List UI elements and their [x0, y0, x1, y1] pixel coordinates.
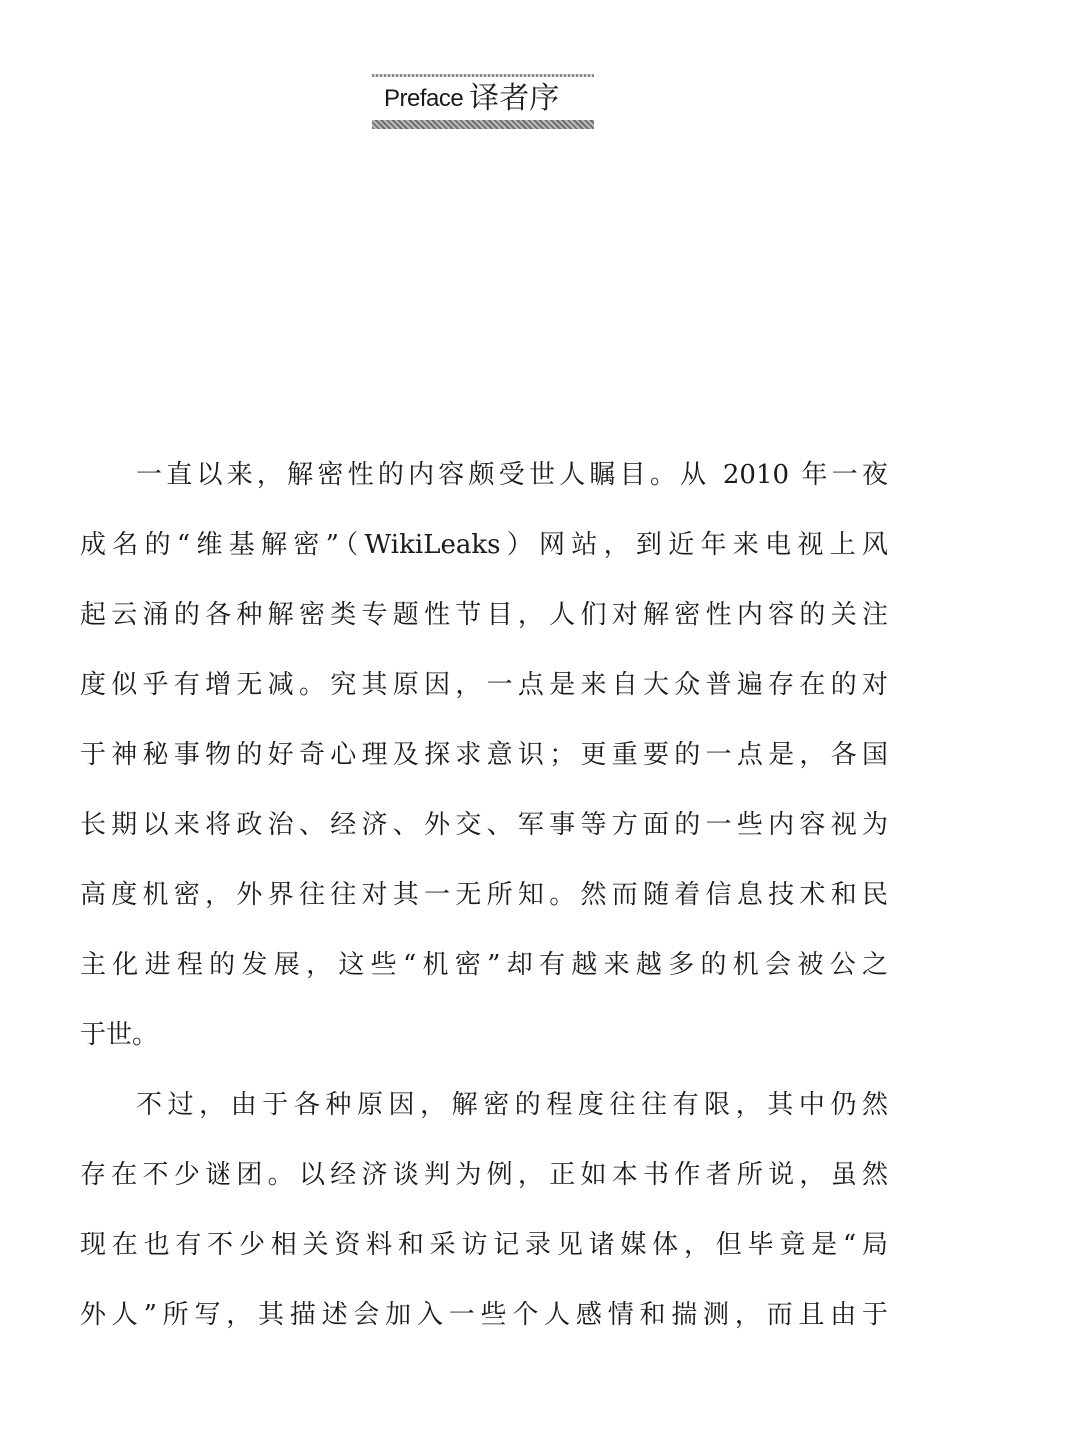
heading-english: Preface	[384, 85, 464, 112]
heading-top-rule	[372, 74, 594, 77]
text-line: 现在也有不少相关资料和采访记录见诸媒体，但毕竟是“局	[80, 1230, 888, 1260]
text-line: 于世。	[80, 1020, 159, 1050]
text-line: 一直以来，解密性的内容颇受世人瞩目。从 2010 年一夜	[136, 460, 888, 490]
preface-body	[80, 440, 888, 1350]
heading-bottom-rule	[372, 120, 594, 129]
text-line: 度似乎有增无减。究其原因，一点是来自大众普遍存在的对	[80, 670, 888, 700]
text-line: 存在不少谜团。以经济谈判为例，正如本书作者所说，虽然	[80, 1160, 888, 1190]
text-line: 不过，由于各种原因，解密的程度往往有限，其中仍然	[136, 1090, 888, 1120]
text-line: 成名的“维基解密”（WikiLeaks）网站，到近年来电视上风	[80, 530, 888, 560]
heading-text	[384, 80, 594, 118]
paragraph-1	[80, 440, 888, 1070]
text-line: 起云涌的各种解密类专题性节目，人们对解密性内容的关注	[80, 600, 888, 630]
heading-chinese: 译者序	[469, 81, 560, 116]
text-line: 主化进程的发展，这些“机密”却有越来越多的机会被公之	[80, 950, 888, 980]
text-line: 外人”所写，其描述会加入一些个人感情和揣测，而且由于	[80, 1300, 888, 1330]
text-line: 于神秘事物的好奇心理及探求意识；更重要的一点是，各国	[80, 740, 888, 770]
paragraph-2	[80, 1070, 888, 1350]
preface-heading	[372, 74, 594, 130]
text-line: 高度机密，外界往往对其一无所知。然而随着信息技术和民	[80, 880, 888, 910]
text-line: 长期以来将政治、经济、外交、军事等方面的一些内容视为	[80, 810, 888, 840]
